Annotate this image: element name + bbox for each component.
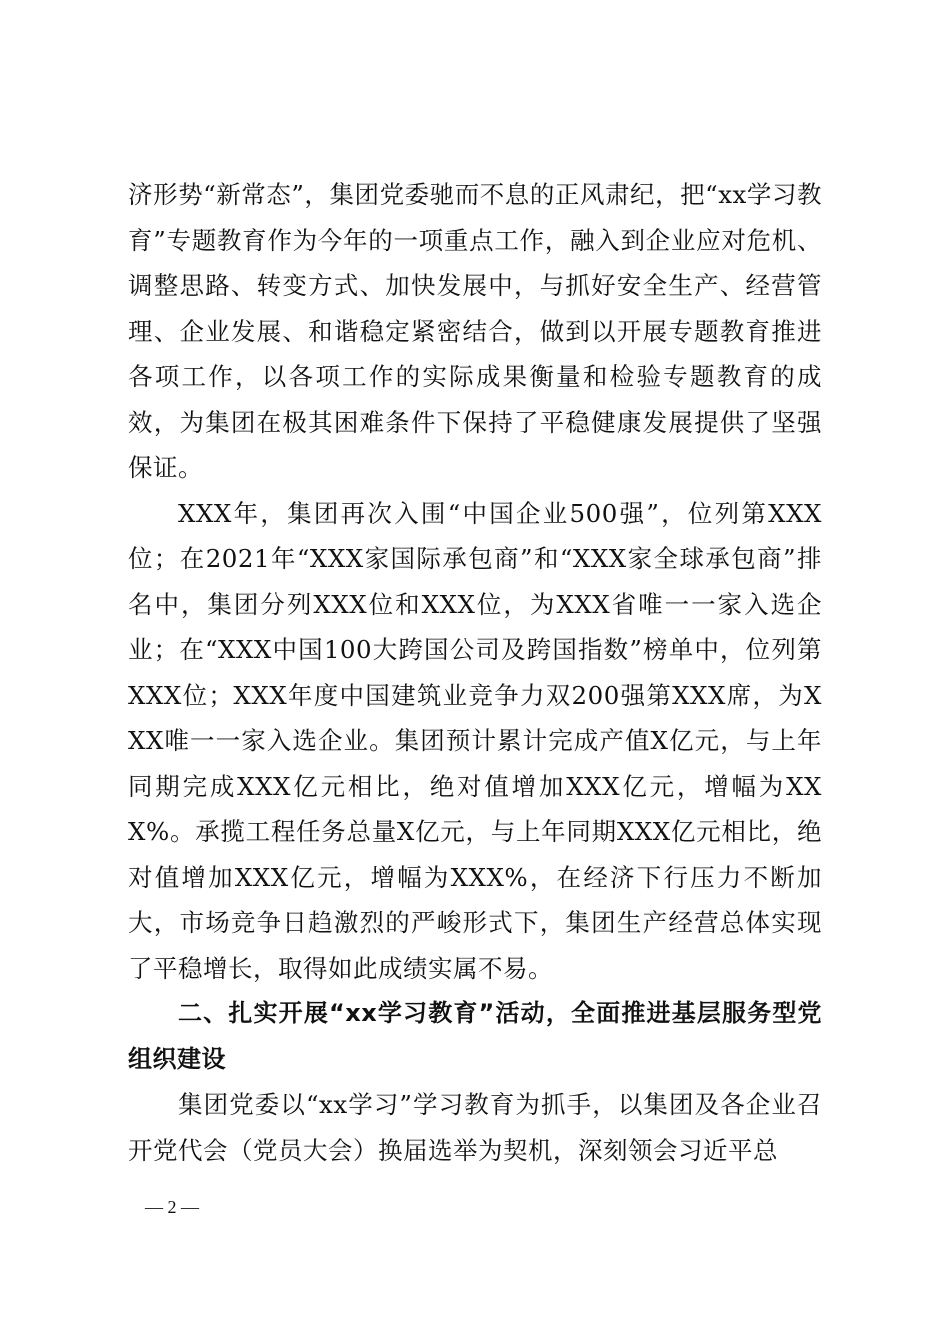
section-heading: 二、扎实开展“xx学习教育”活动，全面推进基层服务型党组织建设 [128, 999, 822, 1073]
paragraph-achievements: XXX年，集团再次入围“中国企业500强”，位列第XXX位；在2021年“XXX家国际承包商”和“XXX家全球承包商”排名中，集团分列XXX位和XXX位，为XXX省唯一一家入选企业；在“XXX中国100大跨国公司及跨国指数”榜单中，位列第XXX位；XXX年度中国建筑业竞争力双200强第XXX席，为XXX唯一一家入选企业。集团预计累计完成产值X亿元，与上年同期完成XXX亿元相比，绝对值增加XXX亿元，增幅为XXX%。承揽工程任务总量X亿元，与上年同期XXX亿元相比，绝对值增加XXX亿元，增幅为XXX%，在经济下行压力不断加大，市场竞争日趋激烈的严峻形式下，集团生产经营总体实现了平稳增长，取得如此成绩实属不易。 [128, 498, 822, 983]
paragraph-continuation: 济形势“新常态”，集团党委驰而不息的正风肃纪，把“xx学习教育”专题教育作为今年的一项重点工作，融入到企业应对危机、调整思路、转变方式、加快发展中，与抓好安全生产、经营管理、企业发展、和谐稳定紧密结合，做到以开展专题教育推进各项工作，以各项工作的实际成果衡量和检验专题教育的成效，为集团在极其困难条件下保持了平稳健康发展提供了坚强保证。 [128, 180, 822, 482]
document-body [128, 172, 822, 1173]
page-number: — 2 — [145, 1197, 199, 1217]
paragraph-party-building: 集团党委以“xx学习”学习教育为抓手，以集团及各企业召开党代会（党员大会）换届选举为契机，深刻领会习近平总 [128, 1090, 822, 1165]
